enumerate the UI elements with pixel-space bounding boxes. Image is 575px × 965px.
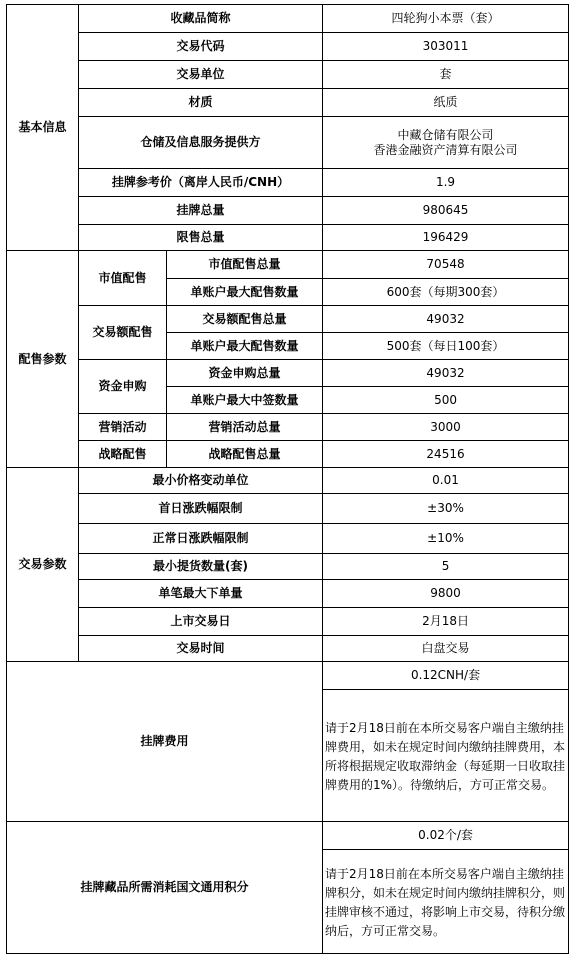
provider-value-line-1: 中藏仓储有限公司 — [397, 127, 494, 142]
listing-total-label: 挂牌总量 — [79, 197, 323, 225]
listing-fee-note — [323, 690, 569, 822]
points-note-text: 请于2月18日前在本所交易客户端自主缴纳挂牌积分，如未在规定时间内缴纳挂牌积分，则挂牌审核不通过，将影响上市交易，待积分缴纳后，方可正常交易。 — [325, 866, 566, 938]
points-note — [323, 850, 569, 954]
table-row — [7, 608, 569, 636]
normal-day-limit-value: ±10% — [323, 524, 569, 554]
trade-unit-value: 套 — [323, 61, 569, 89]
min-delivery-label: 最小提货数量(套) — [79, 554, 323, 580]
marketing-activity: 营销活动 — [79, 414, 167, 441]
table-row — [7, 360, 569, 387]
material-value: 纸质 — [323, 89, 569, 117]
collectible-name-value: 四轮狗小本票（套） — [323, 5, 569, 33]
min-delivery-value: 5 — [323, 554, 569, 580]
provider-label: 仓储及信息服务提供方 — [79, 117, 323, 169]
points-value: 0.02个/套 — [323, 822, 569, 850]
table-row — [7, 169, 569, 197]
table-row — [7, 33, 569, 61]
table-row — [7, 5, 569, 33]
table-row — [7, 225, 569, 251]
amount-total-value: 49032 — [323, 306, 569, 333]
table-row — [7, 197, 569, 225]
collectible-spec-table — [6, 4, 569, 954]
listing-fee-value: 0.12CNH/套 — [323, 662, 569, 690]
normal-day-limit-label: 正常日涨跌幅限制 — [79, 524, 323, 554]
mv-total-value: 70548 — [323, 251, 569, 279]
mv-max-label: 单账户最大配售数量 — [167, 279, 323, 306]
trade-code-label: 交易代码 — [79, 33, 323, 61]
group-allotment-params: 配售参数 — [7, 251, 79, 468]
marketing-total-label: 营销活动总量 — [167, 414, 323, 441]
fund-max-label: 单账户最大中签数量 — [167, 387, 323, 414]
restricted-total-label: 限售总量 — [79, 225, 323, 251]
material-label: 材质 — [79, 89, 323, 117]
strategic-total-value: 24516 — [323, 441, 569, 468]
tick-size-label: 最小价格变动单位 — [79, 468, 323, 494]
listing-total-value: 980645 — [323, 197, 569, 225]
table-row — [7, 414, 569, 441]
table-row — [7, 662, 569, 690]
table-row — [7, 822, 569, 850]
restricted-total-value: 196429 — [323, 225, 569, 251]
amount-total-label: 交易额配售总量 — [167, 306, 323, 333]
table-row — [7, 554, 569, 580]
table-row — [7, 61, 569, 89]
mv-max-value: 600套（每期300套） — [323, 279, 569, 306]
table-row — [7, 580, 569, 608]
trade-code-value: 303011 — [323, 33, 569, 61]
trading-hours-label: 交易时间 — [79, 636, 323, 662]
group-basic-info: 基本信息 — [7, 5, 79, 251]
table-row — [7, 117, 569, 169]
tick-size-value: 0.01 — [323, 468, 569, 494]
table-row — [7, 494, 569, 524]
max-order-label: 单笔最大下单量 — [79, 580, 323, 608]
trade-amount-allotment: 交易额配售 — [79, 306, 167, 360]
table-row — [7, 306, 569, 333]
first-day-limit-label: 首日涨跌幅限制 — [79, 494, 323, 524]
listing-date-value: 2月18日 — [323, 608, 569, 636]
mv-total-label: 市值配售总量 — [167, 251, 323, 279]
reference-price-label: 挂牌参考价（离岸人民币/CNH） — [79, 169, 323, 197]
collectible-name-label: 收藏品简称 — [79, 5, 323, 33]
table-row — [7, 441, 569, 468]
table-row — [7, 468, 569, 494]
listing-fee-note-text: 请于2月18日前在本所交易客户端自主缴纳挂牌费用，如未在规定时间内缴纳挂牌费用，本所将根据规定收取滞纳金（每延期一日收取挂牌费用的1%）。待缴纳后，方可正常交易。 — [325, 720, 566, 792]
amount-max-value: 500套（每日100套） — [323, 333, 569, 360]
listing-date-label: 上市交易日 — [79, 608, 323, 636]
table-row — [7, 636, 569, 662]
amount-max-label: 单账户最大配售数量 — [167, 333, 323, 360]
fund-total-label: 资金申购总量 — [167, 360, 323, 387]
table-row — [7, 89, 569, 117]
strategic-allotment: 战略配售 — [79, 441, 167, 468]
table-row — [7, 524, 569, 554]
trading-hours-value: 白盘交易 — [323, 636, 569, 662]
provider-value-line-2: 香港金融资产清算有限公司 — [373, 142, 518, 157]
strategic-total-label: 战略配售总量 — [167, 441, 323, 468]
group-trading-params: 交易参数 — [7, 468, 79, 662]
marketing-total-value: 3000 — [323, 414, 569, 441]
market-value-allotment: 市值配售 — [79, 251, 167, 306]
table-row — [7, 251, 569, 279]
trade-unit-label: 交易单位 — [79, 61, 323, 89]
fund-max-value: 500 — [323, 387, 569, 414]
fund-total-value: 49032 — [323, 360, 569, 387]
max-order-value: 9800 — [323, 580, 569, 608]
provider-value — [323, 117, 569, 169]
reference-price-value: 1.9 — [323, 169, 569, 197]
fund-subscription: 资金申购 — [79, 360, 167, 414]
listing-fee-label: 挂牌费用 — [7, 662, 323, 822]
points-label: 挂牌藏品所需消耗国文通用积分 — [7, 822, 323, 954]
first-day-limit-value: ±30% — [323, 494, 569, 524]
